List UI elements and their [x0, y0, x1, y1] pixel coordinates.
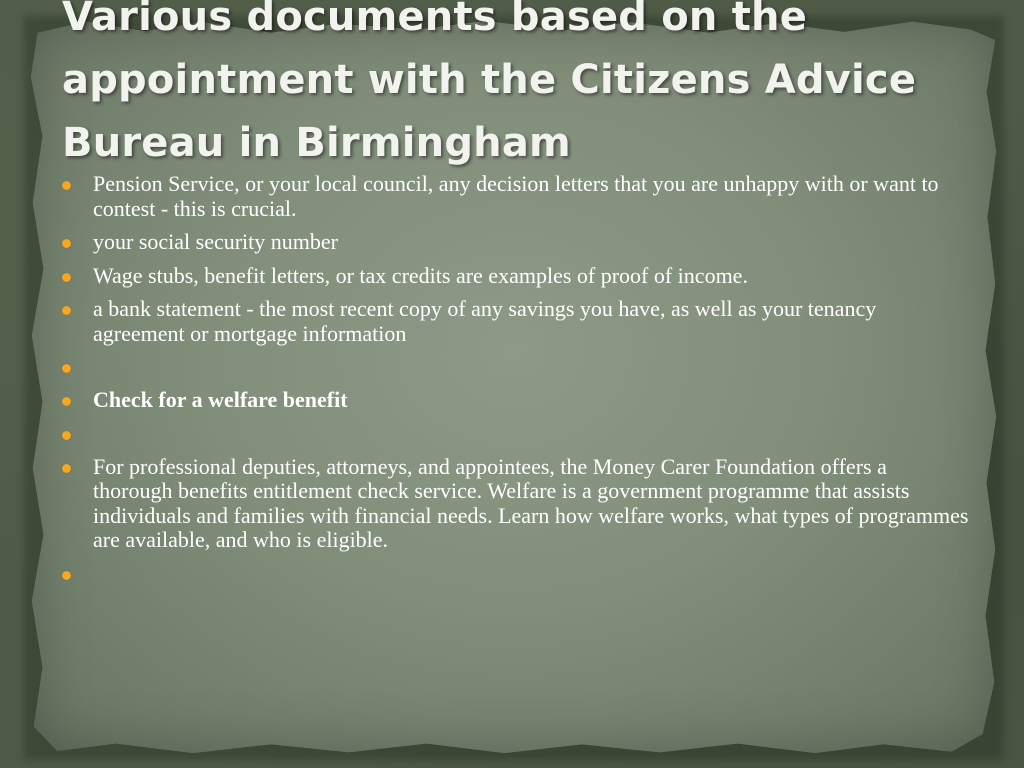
bullet-item — [60, 297, 970, 346]
bullet-item-empty — [60, 355, 970, 379]
bullet-dot-icon — [62, 306, 71, 315]
bullet-dot-icon — [62, 239, 71, 248]
bullet-dot-icon — [62, 181, 71, 190]
bullet-item — [60, 455, 970, 553]
bullet-item-empty — [60, 562, 970, 586]
bullet-dot-icon — [62, 464, 71, 473]
bullet-text: For professional deputies, attorneys, and appointees, the Money Carer Foundation offers a thorough benefits entitlement check service. Welfare is a government programme that assists individuals and families with financial needs. Learn how welfare works, what types of programmes are available, and who is eligible. — [93, 453, 969, 552]
bullet-text: Pension Service, or your local council, any decision letters that you are unhappy with or want to contest - this is crucial. — [93, 171, 939, 221]
bullet-text: your social security number — [93, 229, 338, 254]
bullet-heading-text: Check for a welfare benefit — [93, 387, 348, 412]
slide-title: Various documents based on the appointment with the Citizens Advice Bureau in Birmingham — [62, 0, 917, 166]
bullet-text: Wage stubs, benefit letters, or tax credits are examples of proof of income. — [93, 262, 748, 288]
bullet-item — [60, 230, 970, 255]
bullet-dot-icon — [62, 431, 71, 440]
bullet-item — [60, 388, 970, 413]
bullet-dot-icon — [62, 364, 71, 373]
bullet-dot-icon — [62, 571, 71, 580]
bullet-item — [60, 172, 970, 221]
bullet-item-empty — [60, 422, 970, 446]
bullet-text: a bank statement - the most recent copy of any savings you have, as well as your tenancy agreement or mortgage information — [93, 296, 877, 346]
bullet-list — [60, 172, 970, 595]
bullet-dot-icon — [62, 273, 71, 282]
bullet-item — [60, 264, 970, 289]
bullet-dot-icon — [62, 397, 71, 406]
